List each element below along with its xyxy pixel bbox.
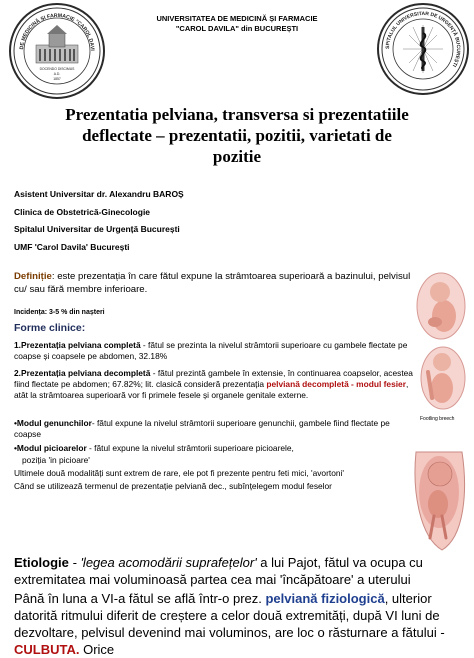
hospital-name: Spitalul Universitar de Urgență București — [14, 224, 180, 234]
mode-knees — [14, 418, 414, 440]
clinic-name: Clinica de Obstetrică-Ginecologie — [14, 206, 151, 217]
seal-motto-1: DOCENDO DISCIMUS — [39, 67, 75, 71]
form-incomplete — [14, 368, 414, 401]
definition-label: Definiție — [14, 271, 52, 282]
seal-motto-2: A.D. — [53, 72, 61, 76]
form-complete-text: - fătul se prezinta la nivelul strâmtorii superioare cu gambele flectate pe coapse și coapsele pe abdomen, 32.18% — [14, 340, 408, 361]
culbuta-text-a: Până în luna a VI-a fătul se află într-o prez. — [14, 591, 266, 606]
etiology-text: a lui Pajot, fătul va ocupa cu extremitatea mai voluminoasă partea cea mai 'încăpătoare' a uterului — [14, 555, 423, 587]
form-incomplete-head: 2.Prezentația pelviana decompletă — [14, 368, 151, 378]
mode-knees-head: •Modul genunchilor — [14, 418, 92, 428]
culbuta-text-c: Orice — [79, 642, 115, 657]
mode-feet-text: - fătul expune la nivelul strâmtorii superioare picioarele, — [86, 443, 294, 453]
form-incomplete-text-b: , atât la strâmtoarea superioară vor fi primele fesele și organele genitale externe. — [14, 379, 409, 400]
culbuta-red: CULBUTA. — [14, 642, 80, 657]
left-seal-text: DE MEDICINĂ ȘI FARMACIE "CAROL DAVI — [18, 12, 96, 51]
author-name: Asistent Universitar dr. Alexandru BAROȘ — [14, 189, 184, 199]
form-incomplete-text-a: - fătul prezintă gambele în extensie, în continuarea coapselor, acestea fiind flectate pe abdomen; 67.82%; lit. clasică consideră prezentația — [14, 368, 413, 389]
university-city: "CAROL DAVILA" din BUCUREȘTI — [175, 24, 299, 33]
culbuta-paragraph — [14, 590, 466, 658]
fetus-illustration-complete — [414, 266, 468, 342]
forms-title: Forme clinice: — [14, 322, 86, 334]
mode-feet-head: •Modul picioarelor — [14, 443, 87, 453]
presentation-title: Prezentatia pelviana, transversa si prezentatiile deflectate – prezentatii, pozitii, varietati de pozitie — [65, 105, 409, 166]
university-building-icon — [11, 5, 103, 97]
seal-motto-3: 1857 — [53, 77, 61, 81]
hospital-seal-logo — [377, 3, 469, 95]
fetus-illustration-incomplete — [418, 342, 468, 412]
university-short: UMF 'Carol Davila' București — [14, 241, 130, 252]
etiology-quote: - 'legea acomodării suprafețelor' — [68, 555, 257, 570]
university-header — [132, 14, 342, 34]
author-info — [14, 186, 314, 256]
form-incomplete-emphasis: pelviană decompletă - modul fesier — [266, 379, 406, 389]
etiology-slide — [0, 548, 474, 657]
fetus-illustration-footling — [408, 412, 470, 554]
form-complete-head: 1.Prezentația pelviana completă — [14, 340, 141, 350]
etiology-paragraph — [14, 554, 466, 588]
form-complete — [14, 340, 414, 362]
university-seal-logo — [9, 3, 105, 99]
title-slide — [0, 0, 474, 258]
incidence-text: Incidența: 3-5 % din nașteri — [14, 309, 105, 316]
university-name: UNIVERSITATEA DE MEDICINĂ ȘI FARMACIE — [156, 14, 318, 23]
definition-slide — [0, 262, 474, 564]
rare-note: Ultimele două modalități sunt extrem de rare, ele pot fi prezente pentru feti mici, 'avortoni' — [14, 468, 344, 478]
figure-label: Footling breech — [420, 416, 455, 422]
mode-knees-text: - fătul expune la nivelul strâmtorii superioare genunchii, gambele fiind flectate pe coapse — [14, 418, 390, 439]
fetus-icon — [414, 266, 468, 342]
mode-feet — [14, 443, 414, 454]
definition-paragraph — [14, 270, 414, 296]
asclepius-icon — [379, 5, 467, 93]
incomplete-note: Când se utilizează termenul de prezentație pelviană dec., subînțelegem modul feselor — [14, 481, 332, 491]
definition-text: : este prezentația în care fătul expune la strâmtoarea superioară a bazinului, pelvisul cu/ sau fără membre inferioare. — [14, 271, 411, 295]
culbuta-text-b: , ulterior datorită ritmului diferit de creștere a celor două extremități, după VI luni de dezvoltare, pelvisul devenind mai voluminos, are loc o răsturnare a fătului - — [14, 591, 445, 640]
right-seal-text: SPITALUL UNIVERSITAR DE URGENȚĂ BUCUREȘTI — [384, 10, 462, 68]
fetus-icon — [408, 412, 470, 554]
culbuta-blue: pelviană fiziologică — [265, 591, 385, 606]
fetus-icon — [418, 342, 468, 412]
mode-feet-position: poziția 'in picioare' — [22, 455, 90, 465]
etiology-label: Etiologie — [14, 555, 69, 570]
